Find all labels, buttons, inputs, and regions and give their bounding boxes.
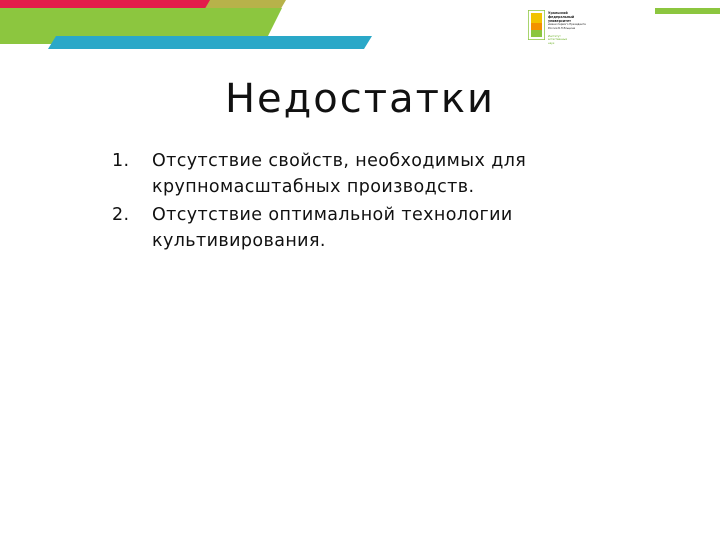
list-item-text: Отсутствие свойств, необходимых для крупномасштабных производств. [152,151,527,197]
logo-institute-line: естественных [548,38,568,42]
blue-stripe [48,36,372,49]
logo-institute-line: Институт [548,35,561,38]
slide-title: Недостатки [224,76,496,122]
logo-mark-icon [528,10,545,40]
header-stripes [0,0,720,60]
list-item [112,148,592,200]
red-stripe [0,0,218,8]
shortcomings-list [112,148,592,256]
logo-line: Уральский [548,11,568,15]
logo-institute [548,35,574,45]
logo-subtitle: имени первого Президента [548,23,586,26]
list-item-text: Отсутствие оптимальной технологии культивирования. [152,205,513,251]
list-item [112,202,592,254]
list-item-number: 2. [112,205,130,225]
logo-text [548,11,594,31]
logo-line: федеральный [548,15,575,19]
logo-line: университет [548,19,571,23]
logo-institute-line: наук [548,41,555,45]
logo-subtitle: России Б.Н.Ельцина [548,27,576,30]
list-item-number: 1. [112,151,130,171]
university-logo [528,10,594,56]
green-stripe-right [655,8,720,14]
